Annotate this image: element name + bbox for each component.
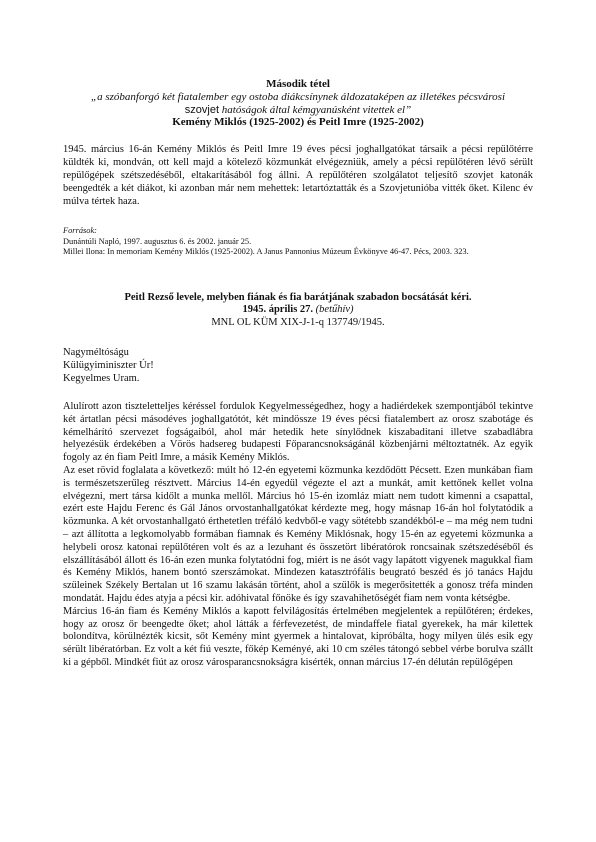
letter-paragraph: Március 16-án fiam és Kemény Miklós a kapott felvilágosítás értelmében megjelentek a repülőtéren; érdekes, hogy az orosz őr beengedte őket; ahol látták a férfevezetést, de mindaffele fiatal gyerekek, ha már kilettek bolondítva, körülnézték kicsit, sőt Kemény mint gyermek a hintalovat, kipróbálta, hogy milyen ülés esik egy sérült libératórban. Ez volt a két fiú veszte, főkép Keményé, aki 10 cm széles tátongó sebbel vérbe borulva szállt ki a gépből. Mindkét fiút az orosz városparancsnokságra kisérték, onnan március 17-én délután repülőgépen xyxy=(63,605,533,668)
quote-part-2: hatóságok által kémgyanúsként vitettek el” xyxy=(219,103,412,116)
intro-paragraph: 1945. március 16-án Kemény Miklós és Peitl Imre 19 éves pécsi joghallgatókat társaik a pécsi repülőtérre küldték ki, mondván, ott kell majd a kötelező közmunkát elvégezniük, amely a pécsi repülőtéren lévő sérült repülőgépek szétszedéséből, eltakarításából fog állni. A repülőtéren szolgálatot teljesítő szovjet katonák beengedték a két diákot, ki azonban már nem mehettek: letartóztatták és a Szovjetunióba vitték őket. Kilenc év múlva tértek haza. xyxy=(63,144,533,207)
salutation xyxy=(63,346,533,385)
archive-reference: MNL OL KÜM XIX-J-1-q 137749/1945. xyxy=(211,316,385,328)
quote-upright-word: szovjet xyxy=(184,103,220,116)
section-names: Kemény Miklós (1925-2002) és Peitl Imre (1925-2002) xyxy=(172,116,424,128)
letter-body xyxy=(63,401,533,670)
salutation-line: Kegyelmes Uram. xyxy=(63,373,140,384)
salutation-line: Külügyiminiszter Úr! xyxy=(63,360,154,371)
letter-title: Peitl Rezső levele, melyben fiának és fia barátjának szabadon bocsátását kéri. xyxy=(124,291,472,303)
source-item: Millei Ilona: In memoriam Kemény Miklós (1925-2002). A Janus Pannonius Múzeum Évkönyve 46-47. Pécs, 2003. 323. xyxy=(63,247,469,256)
sources-label: Források: xyxy=(63,226,97,235)
sources-block xyxy=(63,226,533,258)
letter-date: 1945. április 27. xyxy=(242,304,314,315)
section-title: Második tétel xyxy=(266,78,330,90)
letter-heading xyxy=(63,292,533,330)
letter-date-note: (betűhív) xyxy=(315,304,354,315)
source-item: Dunántúli Napló, 1997. augusztus 6. és 2002. január 25. xyxy=(63,236,252,246)
letter-date-line xyxy=(63,304,533,317)
quote-part-1: „a szóbanforgó két fiatalember egy ostoba diákcsínynek áldozataképen az illetékes pécsvárosi xyxy=(90,91,506,103)
letter-paragraph: Az eset rövid foglalata a következő: múlt hó 12-én egyetemi közmunka kezdődött Pécsett. Ezen munkában fiam is természetszerűleg résztvett. Március 14-én egyedül végezte el azt a munkát, amit kettőnek kellet volna elvégezni, mert társa kidőlt a munka mellől. Március hó 15-én izomláz miatt nem tudott kimenni a csapattal, ezért este Hajdu Ferenc és Gál János orvostanhallgatókat kérdezte meg, hogy másnap 16-án hol folytatódik a közmunka. A két orvostanhallgató érthetetlen tréfáló kedvből-e vagy sötétebb szandékból-e – ma még nem tudni – azt állította a legkomolyabb formában fiamnak és Kemény Miklósnak, hogy 15-én az egyetemi közmunka a helybeli orosz katonai repülőtéren volt és az a lezuhant és összetört libératórok roncsainak szétszedéséből és elszállításából állott és 16-án ezen munka folytatódni fog, miért is ne ásót vagy lapátott vigyenek magukkal fiam és Kemény Miklós, hanem bontó szerszámokat. Mindezen katasztrófális beugrató beszéd és jó tanács Hajdu szüleinek Székely Bertalan ut 16 szamu lakásán történt, ahol a szülők is megerősitették a gonosz tréfa minden mondatát. Hajdu édes atyja a pécsi kir. adóhivatal főnöke és így szavahihetőségét fiam nem vonta kétségbe. xyxy=(63,464,533,604)
letter-paragraph: Alulírott azon tiszteletteljes kéréssel fordulok Kegyelmességedhez, hogy a hadiérdekek szempontjából tekintve két ártatlan pécsi másodéves joghallgatótót, két mindössze 19 éves pécsi fiatalembert az orosz szabotáge és kémelhárító szervezet fogságaiból, ahol már hetedik hete sínylődnek kiszabaditani illetve szabadlábra helyezésük érdekében a Vörös hadsereg budapesti Főparancsnokságánál közbenjárni méltoztatnék. Az egyik fogoly az én fiam Peitl Imre, a másik Kemény Miklós. xyxy=(63,401,533,464)
section-quote xyxy=(63,91,533,116)
salutation-line: Nagyméltóságu xyxy=(63,347,129,358)
